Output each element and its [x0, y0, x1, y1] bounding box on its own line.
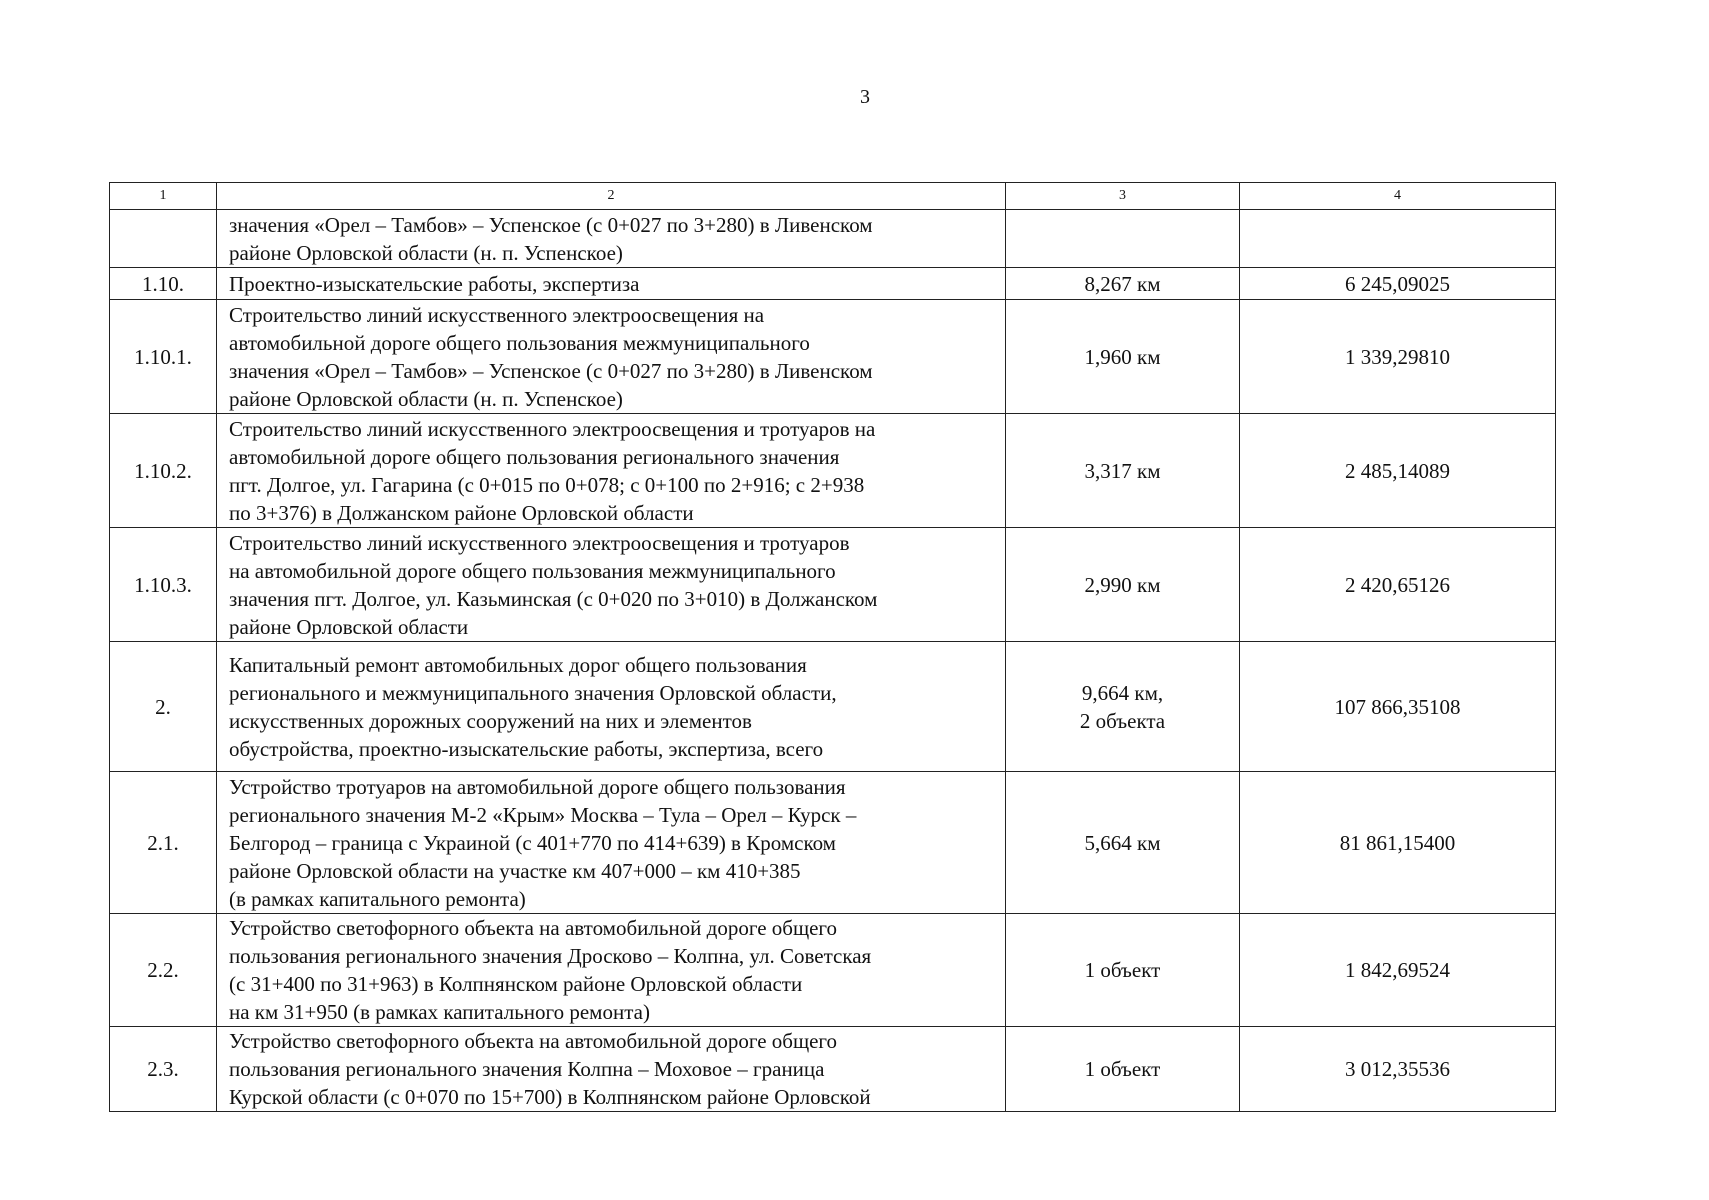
- table-row: [110, 414, 1556, 528]
- row-number-cell: 1.10.2.: [110, 414, 217, 528]
- row-quantity-cell: 1 объект: [1006, 1027, 1240, 1112]
- row-number-cell: 1.10.3.: [110, 528, 217, 642]
- works-table: [109, 182, 1556, 1112]
- row-description: Устройство светофорного объекта на автомобильной дороге общего пользования регионального значения Колпна – Моховое – граница Курской области (с 0+070 по 15+700) в Колпнянском районе Орловской: [229, 1029, 871, 1109]
- column-header-1: 1: [110, 183, 217, 210]
- table-row: [110, 772, 1556, 914]
- row-number-cell: 2.1.: [110, 772, 217, 914]
- row-description: Строительство линий искусственного электроосвещения на автомобильной дороге общего пользования межмуниципального значения «Орел – Тамбов» – Успенское (с 0+027 по 3+280) в Ливенском районе Орловской области (н. п. Успенское): [229, 302, 873, 411]
- row-amount-cell: 6 245,09025: [1240, 268, 1556, 300]
- row-number-cell: [110, 210, 217, 268]
- row-number-cell: 1.10.1.: [110, 300, 217, 414]
- row-quantity-cell: 1,960 км: [1006, 300, 1240, 414]
- row-quantity-cell: 1 объект: [1006, 914, 1240, 1027]
- row-quantity: 9,664 км, 2 объекта: [1079, 680, 1166, 733]
- row-description: Строительство линий искусственного электроосвещения и тротуаров на автомобильной дороге общего пользования регионального значения пгт. Долгое, ул. Гагарина (с 0+015 по 0+078; с 0+100 по 2+916; с 2+938 по 3+376) в Должанском районе Орловской области: [229, 416, 876, 525]
- row-number-cell: 2.2.: [110, 914, 217, 1027]
- row-description: Строительство линий искусственного электроосвещения и тротуаров на автомобильной дороге общего пользования межмуниципального значения пгт. Долгое, ул. Казьминская (с 0+020 по 3+010) в Должанском районе Орловской области: [229, 530, 878, 639]
- row-amount-cell: [1240, 210, 1556, 268]
- page-number: 3: [860, 86, 870, 108]
- table-row: [110, 210, 1556, 268]
- row-description: значения «Орел – Тамбов» – Успенское (с 0+027 по 3+280) в Ливенском районе Орловской области (н. п. Успенское): [229, 212, 873, 265]
- row-description: Капитальный ремонт автомобильных дорог общего пользования регионального и межмуниципального значения Орловской области, искусственных дорожных сооружений на них и элементов обустройства, проектно-изыскательские работы, экспертиза, всего: [229, 652, 837, 761]
- table-row: [110, 300, 1556, 414]
- row-amount-cell: 2 420,65126: [1240, 528, 1556, 642]
- column-header-4: 4: [1240, 183, 1556, 210]
- row-quantity-cell: [1006, 210, 1240, 268]
- row-quantity-cell: 2,990 км: [1006, 528, 1240, 642]
- row-quantity-cell: [1006, 642, 1240, 772]
- row-quantity-cell: 8,267 км: [1006, 268, 1240, 300]
- row-description: Устройство тротуаров на автомобильной дороге общего пользования регионального значения М-2 «Крым» Москва – Тула – Орел – Курск – Белгород – граница с Украиной (с 401+770 по 414+639) в Кромском районе Орловской области на участке км 407+000 – км 410+385 (в рамках капитального ремонта): [229, 774, 857, 911]
- table-row: [110, 528, 1556, 642]
- row-description-cell: [217, 300, 1006, 414]
- row-description-cell: [217, 642, 1006, 772]
- column-header-2: 2: [217, 183, 1006, 210]
- row-amount-cell: 81 861,15400: [1240, 772, 1556, 914]
- row-quantity-cell: 5,664 км: [1006, 772, 1240, 914]
- table-row: [110, 642, 1556, 772]
- row-description-cell: [217, 528, 1006, 642]
- row-number-cell: 1.10.: [110, 268, 217, 300]
- row-amount-cell: 107 866,35108: [1240, 642, 1556, 772]
- row-description: Устройство светофорного объекта на автомобильной дороге общего пользования регионального значения Дросково – Колпна, ул. Советская (с 31+400 по 31+963) в Колпнянском районе Орловской области на км 31+950 (в рамках капитального ремонта): [229, 916, 872, 1024]
- row-description-cell: [217, 1027, 1006, 1112]
- row-number-cell: 2.3.: [110, 1027, 217, 1112]
- row-amount-cell: 1 339,29810: [1240, 300, 1556, 414]
- row-quantity-cell: 3,317 км: [1006, 414, 1240, 528]
- row-number-cell: 2.: [110, 642, 217, 772]
- row-description: Проектно-изыскательские работы, экспертиза: [229, 271, 640, 296]
- row-description-cell: [217, 914, 1006, 1027]
- table-header-row: [110, 183, 1556, 210]
- row-description-cell: [217, 414, 1006, 528]
- table-row: [110, 268, 1556, 300]
- table-row: [110, 1027, 1556, 1112]
- row-description-cell: [217, 210, 1006, 268]
- table-row: [110, 914, 1556, 1027]
- row-amount-cell: 2 485,14089: [1240, 414, 1556, 528]
- row-description-cell: [217, 268, 1006, 300]
- column-header-3: 3: [1006, 183, 1240, 210]
- row-amount-cell: 3 012,35536: [1240, 1027, 1556, 1112]
- row-amount-cell: 1 842,69524: [1240, 914, 1556, 1027]
- row-description-cell: [217, 772, 1006, 914]
